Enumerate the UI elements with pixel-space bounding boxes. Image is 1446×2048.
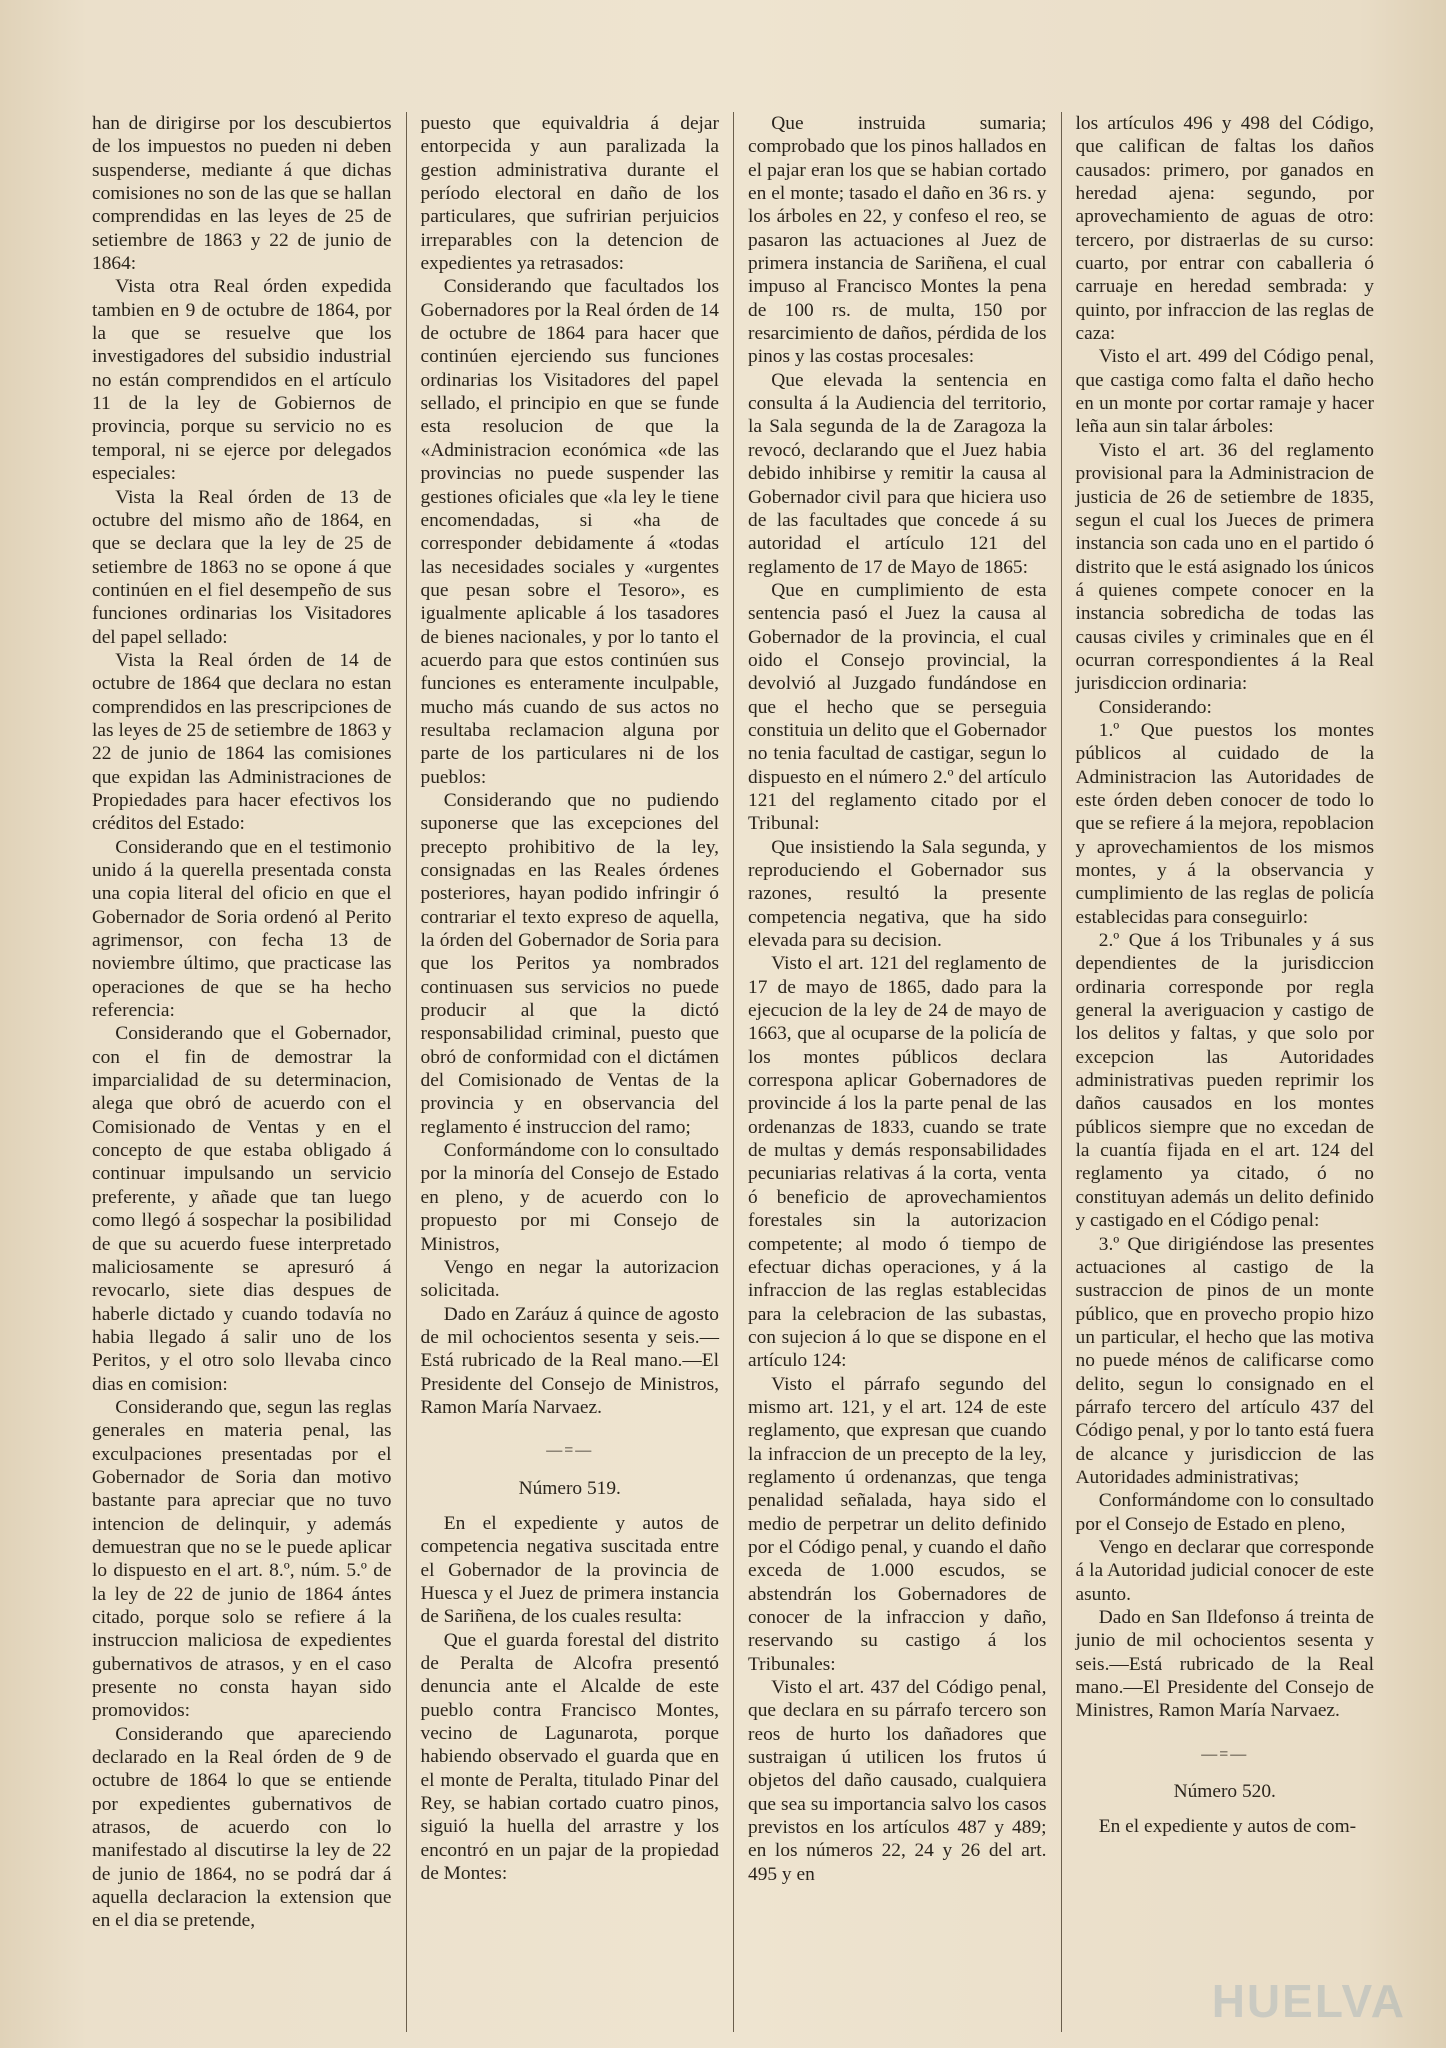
paragraph: Conformándome con lo consultado por el Consejo de Estado en pleno, xyxy=(1075,1490,1374,1535)
paragraph: Que elevada la sentencia en consulta á la Audiencia del territorio, la Sala segunda de la de Zaragoza la revocó, declarando que el Juez habia debido inhibirse y remitir la causa al Gobernador civil para que hiciera uso de las facultades que concede á su autoridad el artículo 121 del reglamento de 17 de Mayo de 1865: xyxy=(748,369,1047,578)
paragraph: han de dirigirse por los descubiertos de los impuestos no pueden ni deben suspenderse, mediante á que dichas comisiones no son de las que se hallan comprendidas en las leyes de 25 de setiembre de 1863 y 22 de junio de 1864: xyxy=(92,113,392,275)
paragraph: Visto el art. 499 del Código penal, que castiga como falta el daño hecho en un monte por cortar ramaje y hacer leña aun sin talar árboles: xyxy=(1075,346,1374,438)
paragraph: Que el guarda forestal del distrito de Peralta de Alcofra presentó denuncia ante el Alcalde de este pueblo contra Francisco Montes, vecino de Lagunarota, porque habiendo observado el guarda que en el monte de Peralta, titulado Pinar del Rey, se habian cortado cuatro pinos, siguió la huella del arrastre y los encontró en un pajar de la propiedad de Montes: xyxy=(420,1629,719,1885)
paragraph: Vengo en negar la autorizacion solicitada. xyxy=(420,1256,719,1302)
paragraph: Vengo en declarar que corresponde á la Autoridad judicial conocer de este asunto. xyxy=(1075,1536,1374,1605)
paragraph: Vista la Real órden de 14 de octubre de 1864 que declara no estan comprendidos en las prescripciones de las leyes de 25 de setiembre de 1863 y 22 de junio de 1864 las comisiones que expidan las Administraciones de Propiedades para hacer efectivos los créditos del Estado: xyxy=(92,649,392,835)
paragraph: Considerando que en el testimonio unido á la querella presentada consta una copia literal del oficio en que el Gobernador de Soria ordenó al Perito agrimensor, con fecha 13 de noviembre último, que practicase las operaciones de que se ha hecho referencia: xyxy=(92,836,392,1022)
section-separator: —=— xyxy=(1201,1745,1249,1763)
paragraph: Visto el art. 121 del reglamento de 17 de mayo de 1865, dado para la ejecucion de la ley de 24 de mayo de 1663, que al ocuparse de la policía de los montes públicos declara correspona aplicar Gobernadores de provincide á los la parte penal de las ordenanzas de 1833, cuando se trate de multas y demás responsabilidades pecuniarias relativas á la corta, venta ó beneficio de aprovechamientos forestales sin la autorizacion competente; al modo ó tiempo de efectuar dichas operaciones, y á la infraccion de las reglas establecidas para la celebracion de las subastas, con sujecion á lo que se dispone en el artículo 124: xyxy=(748,953,1047,1372)
paragraph: Considerando que apareciendo declarado en la Real órden de 9 de octubre de 1864 lo que se entiende por expedientes gubernativos de atrasos, de acuerdo con lo manifestado al discutirse la ley de 22 de junio de 1864, no se podrá dar á aquella declaracion la extension que en el dia se pretende, xyxy=(92,1723,392,1932)
paragraph: En el expediente y autos de competencia negativa suscitada entre el Gobernador de la provincia de Huesca y el Juez de primera instancia de Sariñena, de los cuales resulta: xyxy=(420,1512,719,1628)
paragraph: Vista la Real órden de 13 de octubre del mismo año de 1864, en que se declara que la ley de 25 de setiembre de 1863 no se opone á que continúen en el fiel desempeño de sus funciones ordinarias los Visitadores del papel sellado: xyxy=(92,486,392,648)
paragraph: Vista otra Real órden expedida tambien en 9 de octubre de 1864, por la que se resuelve que los investigadores del subsidio industrial no están comprendidos en el artículo 11 de la ley de Gobiernos de provincia, porque su servicio no es temporal, ni se ejerce por delegados especiales: xyxy=(92,276,392,485)
paragraph: Visto el párrafo segundo del mismo art. 121, y el art. 124 de este reglamento, que expresan que cuando la infraccion de un precepto de la ley, reglamento ú ordenanzas, que tenga penalidad señalada, haya sido el medio de perpetrar un delito definido por el Código penal, y cuando el daño exceda de 1.000 escudos, se abstendrán los Gobernadores de conocer de la infraccion y daño, reservando su castigo á los Tribunales: xyxy=(748,1373,1047,1675)
paragraph: Considerando que, segun las reglas generales en materia penal, las exculpaciones presentadas por el Gobernador de Soria dan motivo bastante para apreciar que no tuvo intencion de delinquir, y además demuestran que no se le puede aplicar lo dispuesto en el art. 8.º, núm. 5.º de la ley de 22 de junio de 1864 ántes citado, porque solo se refiere á la instruccion maliciosa de expedientes gubernativos de atrasos, y en el caso presente no consta hayan sido promovidos: xyxy=(92,1396,392,1722)
paragraph: Visto el art. 437 del Código penal, que declara en su párrafo tercero son reos de hurto los dañadores que sustraigan ú utilicen los frutos ú objetos del daño causado, cualquiera que sea su importancia salvo los casos previstos en los artículos 487 y 489; en los números 22, 24 y 26 del art. 495 y en xyxy=(748,1677,1047,1885)
paragraph: Conformándome con lo consultado por la minoría del Consejo de Estado en pleno, y de acuerdo con lo propuesto por mi Consejo de Ministros, xyxy=(420,1140,719,1255)
column-3 xyxy=(733,112,1061,2032)
paragraph: Visto el art. 36 del reglamento provisional para la Administracion de justicia de 26 de setiembre de 1835, segun el cual los Jueces de primera instancia son cada uno en el partido ó distrito que le está asignado los únicos á quienes compete conocer en la instancia sobredicha de todas las causas civiles y criminales que en él ocurran correspondientes á la Real jurisdiccion ordinaria: xyxy=(1075,439,1374,695)
paragraph: Considerando que no pudiendo suponerse que las excepciones del precepto prohibitivo de la ley, consignadas en las Reales órdenes posteriores, hayan podido infringir ó contrariar el texto expreso de aquella, la órden del Gobernador de Soria para que los Peritos ya nombrados continuasen sus servicios no puede producir al que la dictó responsabilidad criminal, puesto que obró de conformidad con el dictámen del Comisionado de Ventas de la provincia y en observancia del reglamento é instruccion del ramo; xyxy=(420,789,719,1138)
paragraph: En el expediente y autos de com- xyxy=(1098,1816,1357,1838)
paragraph: Que instruida sumaria; comprobado que los pinos hallados en el pajar eran los que se habian cortado en el monte; tasado el daño en 36 rs. y los árboles en 22, y confeso el reo, se pasaron las actuaciones al Juez de primera instancia de Sariñena, el cual impuso al Francisco Montes la pena de 100 rs. de multa, 150 por resarcimiento de daños, pérdida de los pinos y las costas procesales: xyxy=(748,113,1047,368)
paragraph: 1.º Que puestos los montes públicos al cuidado de la Administracion las Autoridades de este órden deben conocer de todo lo que se refiere á la mejora, repoblacion y aprovechamientos de los mismos montes, y á la observancia y cumplimiento de las reglas de policía establecidas para conseguirlo: xyxy=(1075,719,1374,928)
paragraph: 2.º Que á los Tribunales y á sus dependientes de la jurisdiccion ordinaria corresponde por regla general la averiguacion y castigo de los delitos y faltas, y que solo por excepcion las Autoridades administrativas pueden reprimir los daños causados en los montes públicos siempre que no excedan de la cuantía fijada en el art. 124 del reglamento ya citado, ó no constituyan además un delito definido y castigado en el Código penal: xyxy=(1075,930,1374,1232)
paragraph: Que insistiendo la Sala segunda, y reproduciendo el Gobernador sus razones, resultó la presente competencia negativa, que ha sido elevada para su decision. xyxy=(748,836,1047,952)
paragraph: puesto que equivaldria á dejar entorpecida y aun paralizada la gestion administrativa durante el período electoral en daño de los particulares, que sufririan perjuicios irreparables con la detencion de expedientes ya retrasados: xyxy=(420,113,719,275)
column-4 xyxy=(1061,112,1389,2032)
paragraph: Dado en Zaráuz á quince de agosto de mil ochocientos sesenta y seis.—Está rubricado de la Real mano.—El Presidente del Consejo de Ministros, Ramon María Narvaez. xyxy=(420,1303,719,1418)
text-columns xyxy=(78,112,1388,2032)
paragraph: Considerando: xyxy=(1098,696,1212,718)
paragraph: los artículos 496 y 498 del Código, que califican de faltas los daños causados: primero, por ganados en heredad ajena: segundo, por aprovechamiento de aguas de otro: tercero, por distraerlas de su curso: cuarto, por entrar con caballeria ó carruaje en heredad sembrada: y quinto, por infraccion de las reglas de caza: xyxy=(1075,113,1374,345)
column-1 xyxy=(78,112,406,2032)
section-separator: —=— xyxy=(546,1442,594,1460)
column-2 xyxy=(406,112,734,2032)
section-number-heading: Número 519. xyxy=(518,1477,621,1499)
paragraph: Dado en San Ildefonso á treinta de junio de mil ochocientos sesenta y seis.—Está rubricado de la Real mano.—El Presidente del Consejo de Ministres, Ramon María Narvaez. xyxy=(1075,1607,1374,1722)
paragraph: Considerando que facultados los Gobernadores por la Real órden de 14 de octubre de 1864 para hacer que continúen ejerciendo sus funciones ordinarias los Visitadores del papel sellado, el principio en que se funde esta resolucion de que la «Administracion económica «de las provincias no puede suspender las gestiones oficiales que «la ley le tiene encomendadas, si «ha de corresponder debidamente á «todas las necesidades sociales y «urgentes que pesan sobre el Tesoro», es igualmente aplicable á los tasadores de bienes nacionales, y por lo tanto el acuerdo para que estos continúen sus funciones es enteramente inculpable, mucho más cuando de sus actos no resultaba reclamacion alguna por parte de los particulares ni de los pueblos: xyxy=(420,276,719,788)
section-number-heading: Número 520. xyxy=(1173,1781,1276,1803)
watermark: HUELVA xyxy=(1211,1975,1406,2027)
paragraph: Que en cumplimiento de esta sentencia pasó el Juez la causa al Gobernador de la provincia, el cual oido el Consejo provincial, la devolvió al Juzgado fundándose en que el hecho que se perseguia constituia un delito que el Gobernador no tenia facultad de castigar, segun lo dispuesto en el número 2.º del artículo 121 del reglamento citado por el Tribunal: xyxy=(748,579,1047,835)
paragraph: 3.º Que dirigiéndose las presentes actuaciones al castigo de la sustraccion de pinos de un monte público, que en provecho propio hizo un particular, el hecho que las motiva no puede ménos de calificarse como delito, segun lo consignado en el párrafo tercero del artículo 437 del Código penal, y por lo tanto está fuera de alcance y jurisdiccion de las Autoridades administrativas; xyxy=(1075,1233,1374,1488)
paragraph: Considerando que el Gobernador, con el fin de demostrar la imparcialidad de su determinacion, alega que obró de acuerdo con el Comisionado de Ventas y en el concepto de que estaba obligado á continuar impulsando un servicio preferente, y añade que tan luego como llegó á sospechar la posibilidad de que su acuerdo fuese interpretado maliciosamente se apresuró á revocarlo, siete dias despues de haberle dictado y cuando todavía no habia llegado á salir uno de los Peritos, y el otro solo llevaba cinco dias en comision: xyxy=(92,1023,392,1395)
